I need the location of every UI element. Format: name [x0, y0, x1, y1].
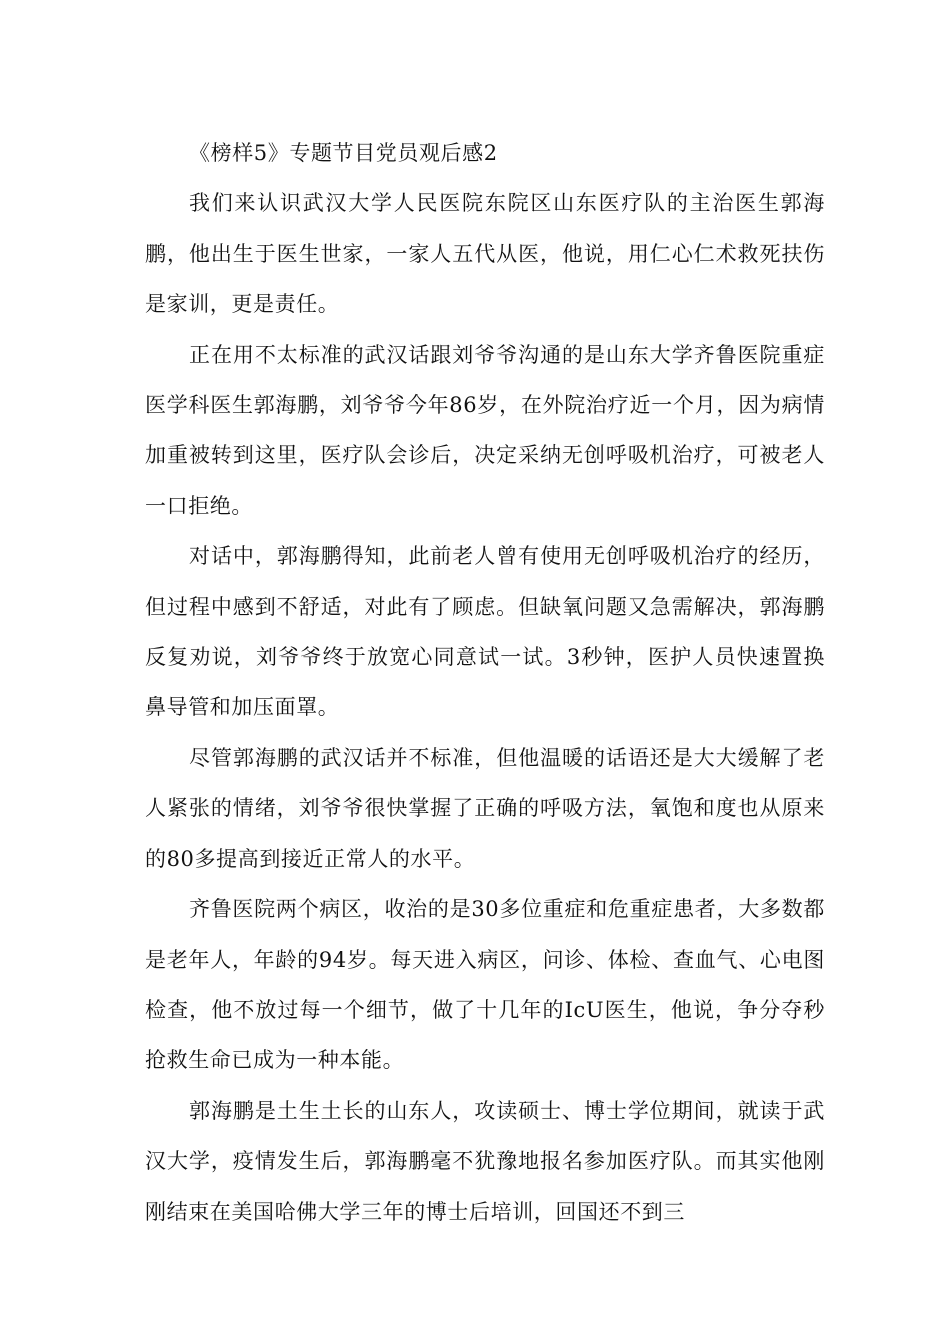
paragraph: 郭海鹏是土生土长的山东人，攻读硕士、博士学位期间，就读于武汉大学，疫情发生后，郭海鹏毫不犹豫地报名参加医疗队。而其实他刚刚结束在美国哈佛大学三年的博士后培训，回国还不到三: [145, 1098, 825, 1224]
paragraph: 齐鲁医院两个病区，收治的是30多位重症和危重症患者，大多数都是老年人，年龄的94岁。每天进入病区，问诊、体检、查血气、心电图检查，他不放过每一个细节，做了十几年的IcU医生，他说，争分夺秒抢救生命已成为一种本能。: [145, 897, 825, 1073]
paragraph: 我们来认识武汉大学人民医院东院区山东医疗队的主治医生郭海鹏，他出生于医生世家，一家人五代从医，他说，用仁心仁术救死扶伤是家训，更是责任。: [145, 191, 825, 317]
paragraph: 尽管郭海鹏的武汉话并不标准，但他温暖的话语还是大大缓解了老人紧张的情绪，刘爷爷很快掌握了正确的呼吸方法，氧饱和度也从原来的80多提高到接近正常人的水平。: [145, 745, 825, 871]
paragraph: 正在用不太标准的武汉话跟刘爷爷沟通的是山东大学齐鲁医院重症医学科医生郭海鹏，刘爷爷今年86岁，在外院治疗近一个月，因为病情加重被转到这里，医疗队会诊后，决定采纳无创呼吸机治疗，可被老人一口拒绝。: [145, 342, 825, 518]
paragraph: 对话中，郭海鹏得知，此前老人曾有使用无创呼吸机治疗的经历，但过程中感到不舒适，对此有了顾虑。但缺氧问题又急需解决，郭海鹏反复劝说，刘爷爷终于放宽心同意试一试。3秒钟，医护人员快速置换鼻导管和加压面罩。: [145, 544, 825, 720]
document-title: 《榜样5》专题节目党员观后感2: [189, 141, 498, 165]
document-body: [145, 128, 825, 1237]
